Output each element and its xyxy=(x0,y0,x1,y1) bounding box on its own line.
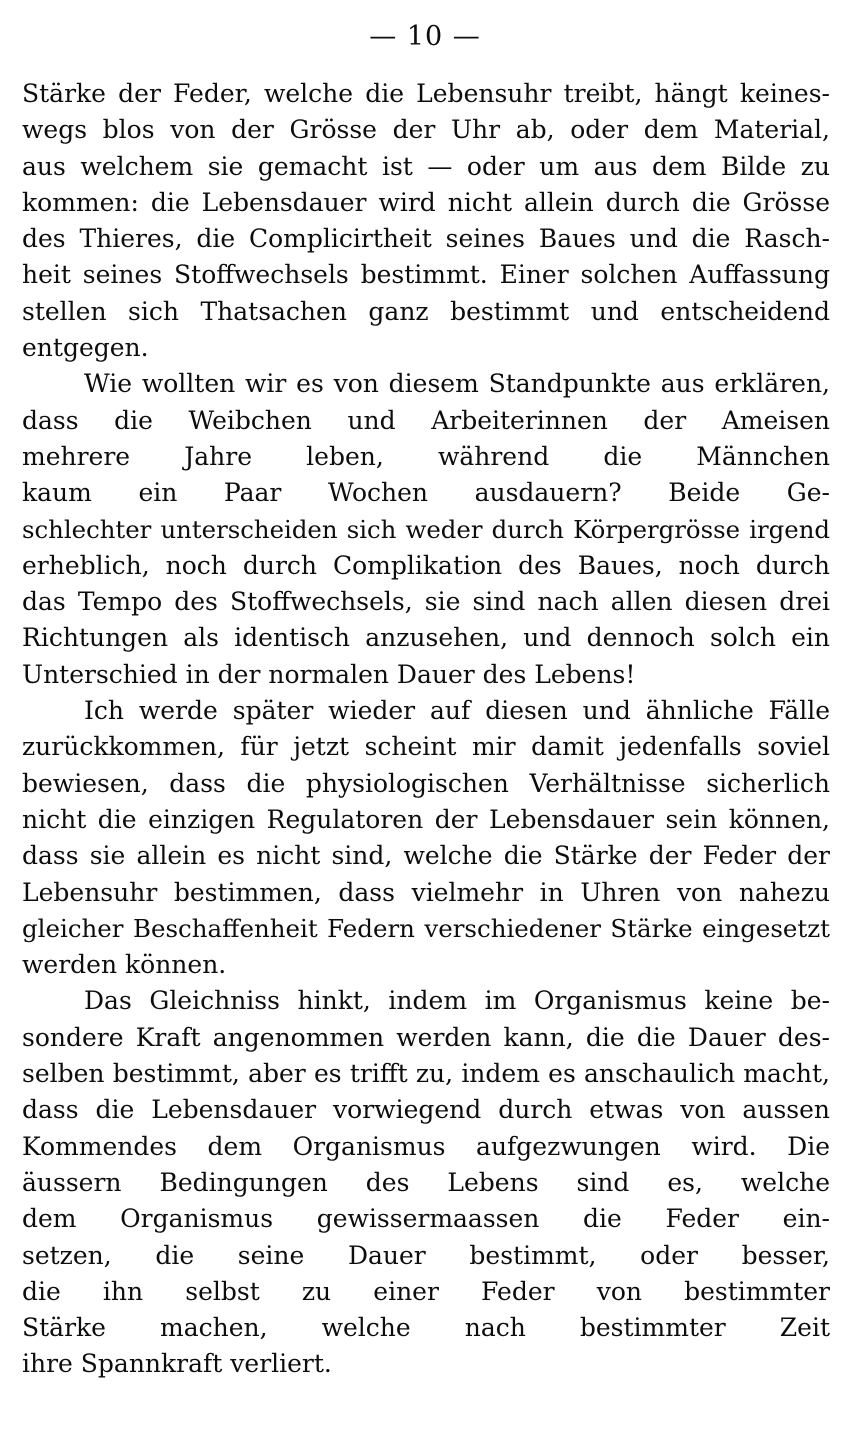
text-line: dass die Weibchen und Arbeiterinnen der Ameisen xyxy=(22,405,830,435)
text-line: nicht die einzigen Regulatoren der Lebensdauer sein können, xyxy=(22,804,830,834)
text-line: heit seines Stoffwechsels bestimmt. Einer solchen Auffassung xyxy=(22,260,830,290)
text-line: kommen: die Lebensdauer wird nicht allein durch die Grösse xyxy=(22,187,830,217)
text-line: Richtungen als identisch anzusehen, und dennoch solch ein xyxy=(22,623,830,653)
text-line: dass die Lebensdauer vorwiegend durch etwas von aussen xyxy=(22,1095,830,1125)
text-line: Kommendes dem Organismus aufgezwungen wird. Die xyxy=(22,1131,830,1161)
body-text xyxy=(22,76,830,1383)
text-line: Ich werde später wieder auf diesen und ähnliche Fälle xyxy=(84,696,830,726)
text-line: gleicher Beschaffenheit Federn verschiedener Stärke eingesetzt xyxy=(22,913,830,943)
text-line: das Tempo des Stoffwechsels, sie sind nach allen diesen drei xyxy=(22,587,830,617)
text-line: Lebensuhr bestimmen, dass vielmehr in Uhren von nahezu xyxy=(22,877,830,907)
text-line: Wie wollten wir es von diesem Standpunkte aus erklären, xyxy=(84,369,830,399)
text-line: erheblich, noch durch Complikation des Baues, noch durch xyxy=(22,550,830,580)
text-line: Stärke der Feder, welche die Lebensuhr treibt, hängt keines- xyxy=(22,79,830,108)
text-line: sondere Kraft angenommen werden kann, die die Dauer des- xyxy=(22,1022,830,1052)
text-line: dem Organismus gewissermaassen die Feder ein- xyxy=(22,1204,830,1234)
text-line: selben bestimmt, aber es trifft zu, indem es anschaulich macht, xyxy=(22,1059,830,1089)
text-line: setzen, die seine Dauer bestimmt, oder besser, xyxy=(22,1240,830,1270)
text-line: äussern Bedingungen des Lebens sind es, welche xyxy=(22,1167,830,1197)
text-line: dass sie allein es nicht sind, welche die Stärke der Feder der xyxy=(22,841,830,871)
text-line: Unterschied in der normalen Dauer des Lebens! xyxy=(22,659,636,689)
text-line: schlechter unterscheiden sich weder durch Körpergrösse irgend xyxy=(22,514,830,544)
text-line: aus welchem sie gemacht ist — oder um aus dem Bilde zu xyxy=(22,151,830,181)
text-line: entgegen. xyxy=(22,333,149,363)
text-line: kaum ein Paar Wochen ausdauern? Beide Ge- xyxy=(22,478,830,508)
page-number: — 10 — xyxy=(369,21,481,52)
text-line: stellen sich Thatsachen ganz bestimmt und entscheidend xyxy=(22,296,830,326)
text-line: ihre Spannkraft verliert. xyxy=(22,1349,332,1379)
text-line: Stärke machen, welche nach bestimmter Zeit xyxy=(22,1313,830,1343)
text-line: zurückkommen, für jetzt scheint mir damit jedenfalls soviel xyxy=(22,732,830,762)
text-line: des Thieres, die Complicirtheit seines Baues und die Rasch- xyxy=(22,224,830,254)
text-line: Das Gleichniss hinkt, indem im Organismus keine be- xyxy=(84,986,830,1016)
text-line: bewiesen, dass die physiologischen Verhältnisse sicherlich xyxy=(22,768,830,798)
text-line: mehrere Jahre leben, während die Männchen xyxy=(22,441,830,471)
text-line: die ihn selbst zu einer Feder von bestimmter xyxy=(22,1276,830,1306)
text-line: wegs blos von der Grösse der Uhr ab, oder dem Material, xyxy=(22,115,830,145)
text-line: werden können. xyxy=(22,950,227,980)
